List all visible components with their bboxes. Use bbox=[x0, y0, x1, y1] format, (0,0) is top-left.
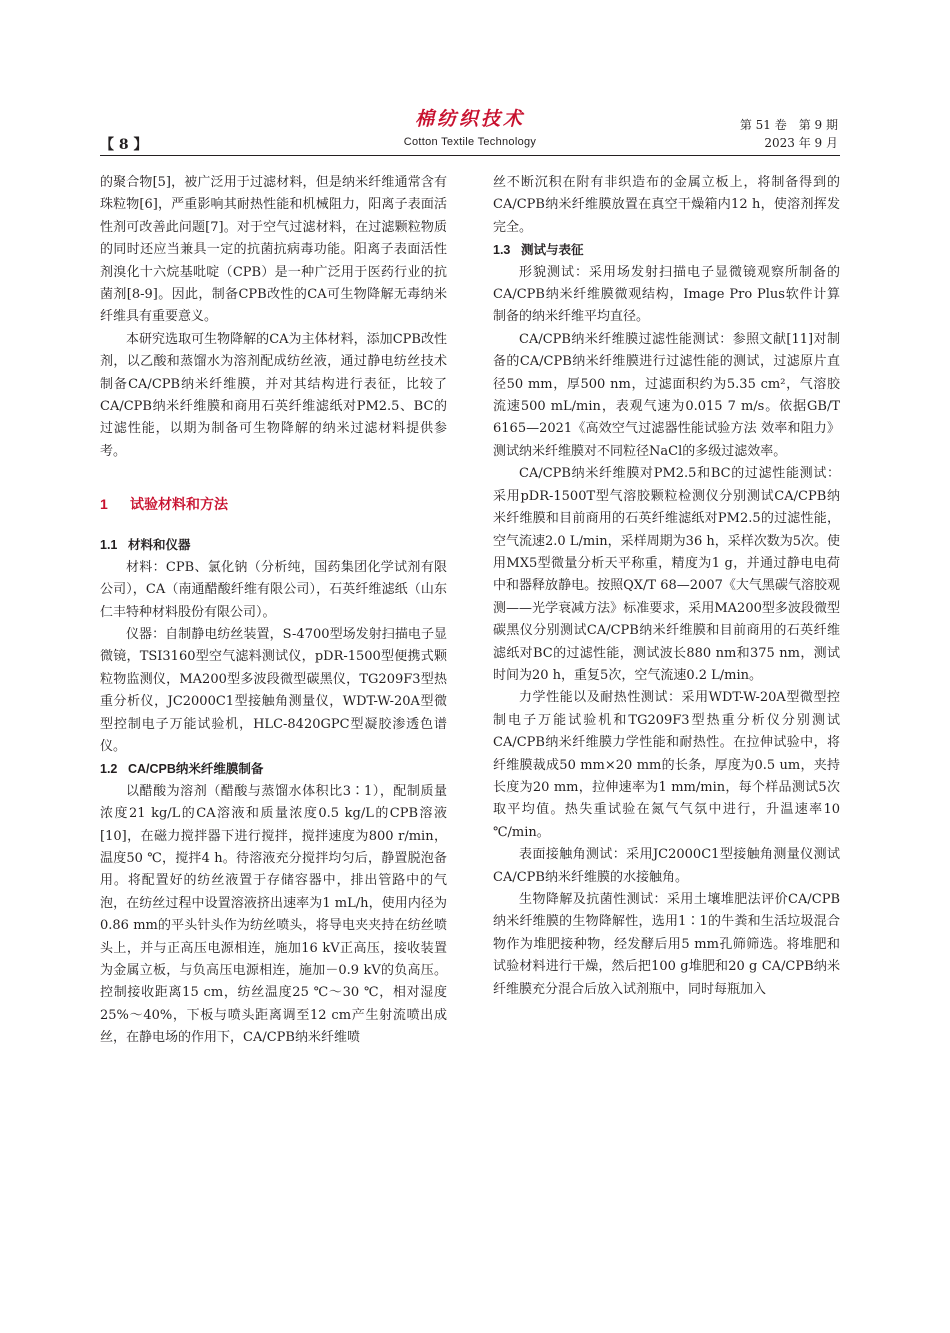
subsection-title: 测试与表征 bbox=[521, 243, 584, 258]
section-heading bbox=[100, 493, 447, 515]
section-number: 1 bbox=[100, 496, 108, 513]
subsection-number: 1.2 bbox=[100, 762, 118, 777]
issue-info bbox=[740, 116, 838, 152]
subsection-heading bbox=[100, 534, 447, 556]
paragraph: 表面接触角测试：采用JC2000C1型接触角测量仪测试CA/CPB纳米纤维膜的水接触角。 bbox=[493, 847, 840, 885]
subsection-heading bbox=[493, 239, 840, 261]
page-header bbox=[100, 108, 840, 152]
journal-masthead bbox=[100, 108, 840, 149]
issue-date: 2023 年 9 月 bbox=[764, 136, 838, 150]
paragraph: 形貌测试：采用场发射扫描电子显微镜观察所制备的CA/CPB纳米纤维膜微观结构，Image Pro Plus软件计算制备的纳米纤维平均直径。 bbox=[493, 264, 840, 325]
paragraph: 生物降解及抗菌性测试：采用土壤堆肥法评价CA/CPB纳米纤维膜的生物降解性，选用1∶1的牛粪和生活垃圾混合物作为堆肥接种物，经发酵后用5 mm孔筛筛选。将堆肥和试验材料进行干燥，然后把100 g堆肥和20 g CA/CPB纳米纤维膜充分混合后放入试剂瓶中，同时每瓶加入 bbox=[493, 892, 840, 997]
paragraph: 以醋酸为溶剂（醋酸与蒸馏水体积比3∶1），配制质量浓度21 kg/L的CA溶液和质量浓度0.5 kg/L的CPB溶液[10]，在磁力搅拌器下进行搅拌，搅拌速度为800 r/min，温度50 ℃，搅拌4 h。待溶液充分搅拌均匀后，静置脱泡备用。将配置好的纺丝液置于存储容器中，排出管路中的气泡，在纺丝过程中设置溶液挤出速率为1 mL/h，使用内径为0.86 mm的平头针头作为纺丝喷头，将导电夹夹持在纺丝喷头上，并与正高压电源相连，施加16 kV正高压，接收装置为金属立板，与负高压电源相连，施加－0.9 kV的负高压。控制接收距离15 cm，纺丝温度25 ℃～30 ℃，相对湿度25%～40%，下板与喷头距离调至12 cm产生射流喷出成丝，在静电场的作用下，CA/CPB纳米纤维喷 bbox=[100, 783, 447, 1046]
paragraph: 的聚合物[5]，被广泛用于过滤材料，但是纳米纤维通常含有珠粒物[6]，严重影响其耐热性能和机械阻力，阳离子表面活性剂可改善此问题[7]。对于空气过滤材料，在过滤颗粒物质的同时还应当兼具一定的抗菌抗病毒功能。阳离子表面活性剂溴化十六烷基吡啶（CPB）是一种广泛用于医药行业的抗菌剂[8-9]。因此，制备CPB改性的CA可生物降解无毒纳米纤维具有重要意义。 bbox=[100, 175, 447, 325]
page-number: 【 8 】 bbox=[100, 137, 148, 153]
subsection-title: 材料和仪器 bbox=[128, 538, 191, 553]
paragraph: 仪器：自制静电纺丝装置，S-4700型场发射扫描电子显微镜，TSI3160型空气滤料测试仪，pDR-1500型便携式颗粒物监测仪，MA200型多波段微型碳黑仪，TG209F3型热重分析仪，JC2000C1型接触角测量仪，WDT-W-20A型微型控制电子万能试验机，HLC-8420GPC型凝胶渗透色谱仪。 bbox=[100, 626, 447, 754]
section-title: 试验材料和方法 bbox=[130, 496, 228, 513]
right-column bbox=[493, 172, 840, 1001]
subsection-number: 1.3 bbox=[493, 243, 511, 258]
paragraph: CA/CPB纳米纤维膜过滤性能测试：参照文献[11]对制备的CA/CPB纳米纤维膜进行过滤性能的测试，过滤原片直径50 mm，厚500 nm，过滤面积约为5.35 cm²，气溶胶流速500 mL/min，表观气速为0.015 7 m/s。依据GB/T 6165—2021《高效空气过滤器性能试验方法 效率和阻力》测试纳米纤维膜对不同粒径NaCl的多级过滤效率。 bbox=[493, 331, 840, 459]
paragraph: 力学性能以及耐热性测试：采用WDT-W-20A型微型控制电子万能试验机和TG209F3型热重分析仪分别测试CA/CPB纳米纤维膜力学性能和耐热性。在拉伸试验中，将纤维膜裁成50 mm×20 mm的长条，厚度为0.5 um，夹持长度为20 mm，拉伸速率为1 mm/min，每个样品测试5次取平均值。热失重试验在氮气气氛中进行，升温速率10 ℃/min。 bbox=[493, 690, 840, 840]
subsection-number: 1.1 bbox=[100, 538, 118, 553]
paragraph: CA/CPB纳米纤维膜对PM2.5和BC的过滤性能测试：采用pDR-1500T型气溶胶颗粒检测仪分别测试CA/CPB纳米纤维膜和目前商用的石英纤维滤纸对PM2.5的过滤性能，空气流速2.0 L/min，采样周期为36 h，采样次数为5次。使用MX5型微量分析天平称重，精度为1 g，并通过静电电荷中和器释放静电。按照QX/T 68—2007《大气黑碳气溶胶观测——光学衰减方法》标准要求，采用MA200型多波段微型碳黑仪分别测试CA/CPB纳米纤维膜和目前商用的石英纤维滤纸对BC的过滤性能，测试波长880 nm和375 nm，测试时间为20 h，重复5次，空气流速0.2 L/min。 bbox=[493, 466, 840, 683]
header-rule bbox=[100, 155, 840, 156]
journal-title-cn: 棉纺织技术 bbox=[414, 108, 525, 130]
paragraph: 本研究选取可生物降解的CA为主体材料，添加CPB改性剂，以乙酸和蒸馏水为溶剂配成纺丝液，通过静电纺丝技术制备CA/CPB纳米纤维膜，并对其结构进行表征，比较了CA/CPB纳米纤维膜和商用石英纤维滤纸对PM2.5、BC的过滤性能，以期为制备可生物降解的纳米过滤材料提供参考。 bbox=[100, 331, 447, 459]
subsection-title: CA/CPB纳米纤维膜制备 bbox=[128, 762, 264, 777]
subsection-heading bbox=[100, 758, 447, 780]
paragraph: 丝不断沉积在附有非织造布的金属立板上，将制备得到的CA/CPB纳米纤维膜放置在真空干燥箱内12 h，使溶剂挥发完全。 bbox=[493, 175, 840, 235]
left-column bbox=[100, 172, 447, 1050]
journal-title-en: Cotton Textile Technology bbox=[403, 136, 537, 148]
volume-issue: 第 51 卷 第 9 期 bbox=[739, 118, 838, 132]
paragraph: 材料：CPB、氯化钠（分析纯，国药集团化学试剂有限公司），CA（南通醋酸纤维有限公司），石英纤维滤纸（山东仁丰特种材料股份有限公司）。 bbox=[100, 559, 447, 620]
